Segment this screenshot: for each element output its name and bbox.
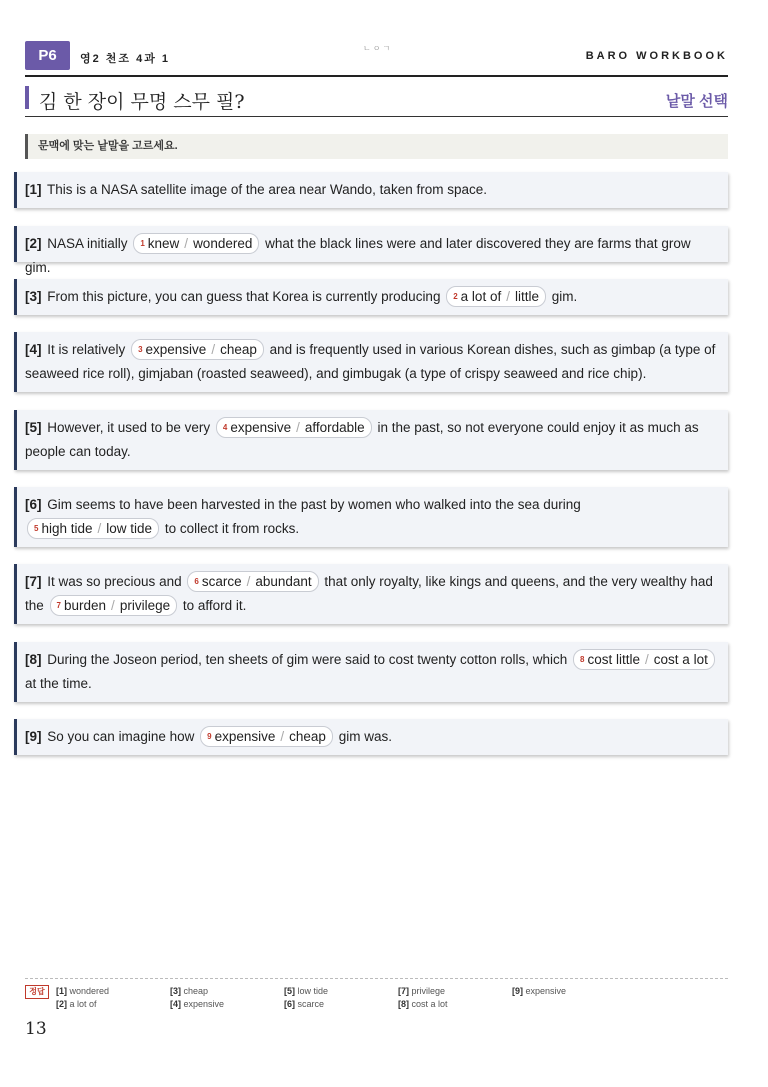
question-text: Gim seems to have been harvested in the past by women who walked into the sea during bbox=[47, 497, 581, 512]
answer-item bbox=[170, 985, 224, 998]
question-number: [9] bbox=[25, 729, 42, 744]
title-bar bbox=[25, 86, 728, 117]
answer-number: [1] bbox=[56, 986, 67, 996]
question-text: that only royalty, like kings and queens, and the very wealthy had the bbox=[25, 574, 713, 613]
answer-item bbox=[284, 985, 328, 998]
choice-option[interactable]: privilege bbox=[119, 598, 171, 613]
question-number: [1] bbox=[25, 182, 42, 197]
question-text: However, it used to be very bbox=[47, 420, 211, 435]
question-4 bbox=[14, 332, 728, 392]
page-header bbox=[25, 41, 728, 77]
choice-pill[interactable] bbox=[573, 649, 715, 670]
answer-item bbox=[170, 998, 224, 1011]
answer-value: a lot of bbox=[69, 999, 97, 1009]
choice-divider: / bbox=[184, 236, 189, 251]
section-tag: 낱말 선택 bbox=[665, 93, 728, 110]
choice-option[interactable]: scarce bbox=[201, 574, 242, 589]
question-text: to collect it from rocks. bbox=[164, 521, 300, 536]
question-9 bbox=[14, 719, 728, 755]
choice-option[interactable]: affordable bbox=[304, 420, 365, 435]
question-5 bbox=[14, 410, 728, 470]
choice-option[interactable]: high tide bbox=[41, 521, 93, 536]
question-number: [5] bbox=[25, 420, 42, 435]
question-text: gim was. bbox=[338, 729, 392, 744]
answer-number: [8] bbox=[398, 999, 409, 1009]
answer-number: [4] bbox=[170, 999, 181, 1009]
choice-divider: / bbox=[246, 574, 251, 589]
choice-divider: / bbox=[97, 521, 102, 536]
choice-option[interactable]: a lot of bbox=[460, 289, 502, 304]
lesson-label: 영2 천조 4과 1 bbox=[80, 53, 171, 65]
answer-number: [2] bbox=[56, 999, 67, 1009]
brand-label: BARO WORKBOOK bbox=[585, 50, 728, 62]
answer-column bbox=[398, 985, 448, 1011]
question-number: [4] bbox=[25, 342, 42, 357]
answer-value: scarce bbox=[297, 999, 325, 1009]
question-text: at the time. bbox=[25, 676, 92, 691]
choice-option[interactable]: cost a lot bbox=[653, 652, 708, 667]
choice-divider: / bbox=[280, 729, 285, 744]
choice-option[interactable]: cost little bbox=[587, 652, 641, 667]
answer-item bbox=[398, 985, 448, 998]
blank-number: 8 bbox=[580, 655, 585, 664]
question-text: and is frequently used in various Korean dishes, such as gimbap (a type of seaweed rice roll), gimjaban (roasted seaweed), and gimbugak (a type of crispy seaweed and rice chip). bbox=[25, 342, 716, 381]
title-accent bbox=[25, 86, 29, 109]
page-number: 13 bbox=[25, 1019, 47, 1039]
choice-option[interactable]: expensive bbox=[230, 420, 292, 435]
answer-value: cheap bbox=[183, 986, 209, 996]
answer-item bbox=[512, 985, 566, 998]
answer-value: expensive bbox=[525, 986, 567, 996]
answer-label: 정답 bbox=[25, 985, 49, 999]
choice-pill[interactable] bbox=[131, 339, 264, 360]
blank-number: 3 bbox=[138, 345, 143, 354]
choice-option[interactable]: expensive bbox=[145, 342, 207, 357]
page-badge: P6 bbox=[25, 41, 70, 70]
question-text: NASA initially bbox=[47, 236, 128, 251]
answer-number: [9] bbox=[512, 986, 523, 996]
choice-pill[interactable] bbox=[50, 595, 178, 616]
question-text: in the past, so not everyone could enjoy it as much as people can today. bbox=[25, 420, 699, 459]
question-6 bbox=[14, 487, 728, 547]
blank-number: 6 bbox=[194, 577, 199, 586]
question-text: to afford it. bbox=[182, 598, 247, 613]
choice-divider: / bbox=[211, 342, 216, 357]
question-number: [6] bbox=[25, 497, 42, 512]
question-text: gim. bbox=[551, 289, 578, 304]
choice-divider: / bbox=[645, 652, 649, 667]
choice-option[interactable]: low tide bbox=[106, 521, 153, 536]
choice-option[interactable]: abundant bbox=[255, 574, 312, 589]
choice-divider: / bbox=[111, 598, 115, 613]
question-number: [2] bbox=[25, 236, 42, 251]
answer-item bbox=[284, 998, 328, 1011]
question-text: what the black lines were and later discovered they are farms that grow gim. bbox=[25, 236, 691, 275]
answer-item bbox=[56, 998, 109, 1011]
question-number: [3] bbox=[25, 289, 42, 304]
choice-option[interactable]: burden bbox=[64, 598, 107, 613]
question-text: It was so precious and bbox=[47, 574, 182, 589]
answer-key bbox=[25, 978, 728, 1014]
question-number: [7] bbox=[25, 574, 42, 589]
choice-option[interactable]: little bbox=[514, 289, 539, 304]
blank-number: 9 bbox=[207, 732, 212, 741]
answer-column bbox=[56, 985, 109, 1011]
question-1 bbox=[14, 172, 728, 208]
choice-divider: / bbox=[506, 289, 510, 304]
answer-item bbox=[56, 985, 109, 998]
blank-number: 1 bbox=[140, 239, 145, 248]
question-text: From this picture, you can guess that Korea is currently producing bbox=[47, 289, 441, 304]
answer-number: [5] bbox=[284, 986, 295, 996]
choice-pill[interactable] bbox=[187, 571, 318, 592]
answer-value: wondered bbox=[69, 986, 110, 996]
instruction: 문맥에 맞는 낱말을 고르세요. bbox=[25, 134, 728, 159]
choice-option[interactable]: expensive bbox=[214, 729, 276, 744]
answer-value: cost a lot bbox=[411, 999, 448, 1009]
blank-number: 4 bbox=[222, 423, 228, 432]
blank-number: 5 bbox=[34, 524, 39, 533]
choice-option[interactable]: cheap bbox=[289, 729, 326, 744]
page-title: 김 한 장이 무명 스무 필? bbox=[39, 91, 245, 113]
answer-number: [6] bbox=[284, 999, 295, 1009]
choice-pill[interactable] bbox=[133, 233, 259, 254]
answer-value: expensive bbox=[183, 999, 225, 1009]
answer-value: privilege bbox=[411, 986, 446, 996]
question-text: So you can imagine how bbox=[47, 729, 195, 744]
question-3 bbox=[14, 279, 728, 315]
question-text: This is a NASA satellite image of the area near Wando, taken from space. bbox=[47, 182, 487, 197]
question-2 bbox=[14, 226, 728, 275]
choice-option[interactable]: wondered bbox=[193, 236, 253, 251]
choice-option[interactable]: knew bbox=[147, 236, 180, 251]
choice-divider: / bbox=[296, 420, 300, 435]
choice-pill[interactable] bbox=[216, 417, 372, 438]
choice-pill[interactable] bbox=[200, 726, 333, 747]
blank-number: 2 bbox=[453, 292, 458, 301]
question-number: [8] bbox=[25, 652, 42, 667]
question-text: It is relatively bbox=[47, 342, 126, 357]
answer-column bbox=[512, 985, 566, 998]
question-8 bbox=[14, 642, 728, 702]
tiny-mark: ㄴㅇㄱ bbox=[363, 44, 393, 53]
answer-number: [7] bbox=[398, 986, 409, 996]
choice-option[interactable]: cheap bbox=[220, 342, 257, 357]
choice-pill[interactable] bbox=[27, 518, 159, 539]
answer-value: low tide bbox=[297, 986, 329, 996]
answer-item bbox=[398, 998, 448, 1011]
choice-pill[interactable] bbox=[446, 286, 546, 307]
question-7 bbox=[14, 564, 728, 624]
answer-column bbox=[284, 985, 328, 1011]
answer-number: [3] bbox=[170, 986, 181, 996]
blank-number: 7 bbox=[56, 601, 61, 610]
question-text: During the Joseon period, ten sheets of gim were said to cost twenty cotton rolls, which bbox=[47, 652, 568, 667]
answer-column bbox=[170, 985, 224, 1011]
